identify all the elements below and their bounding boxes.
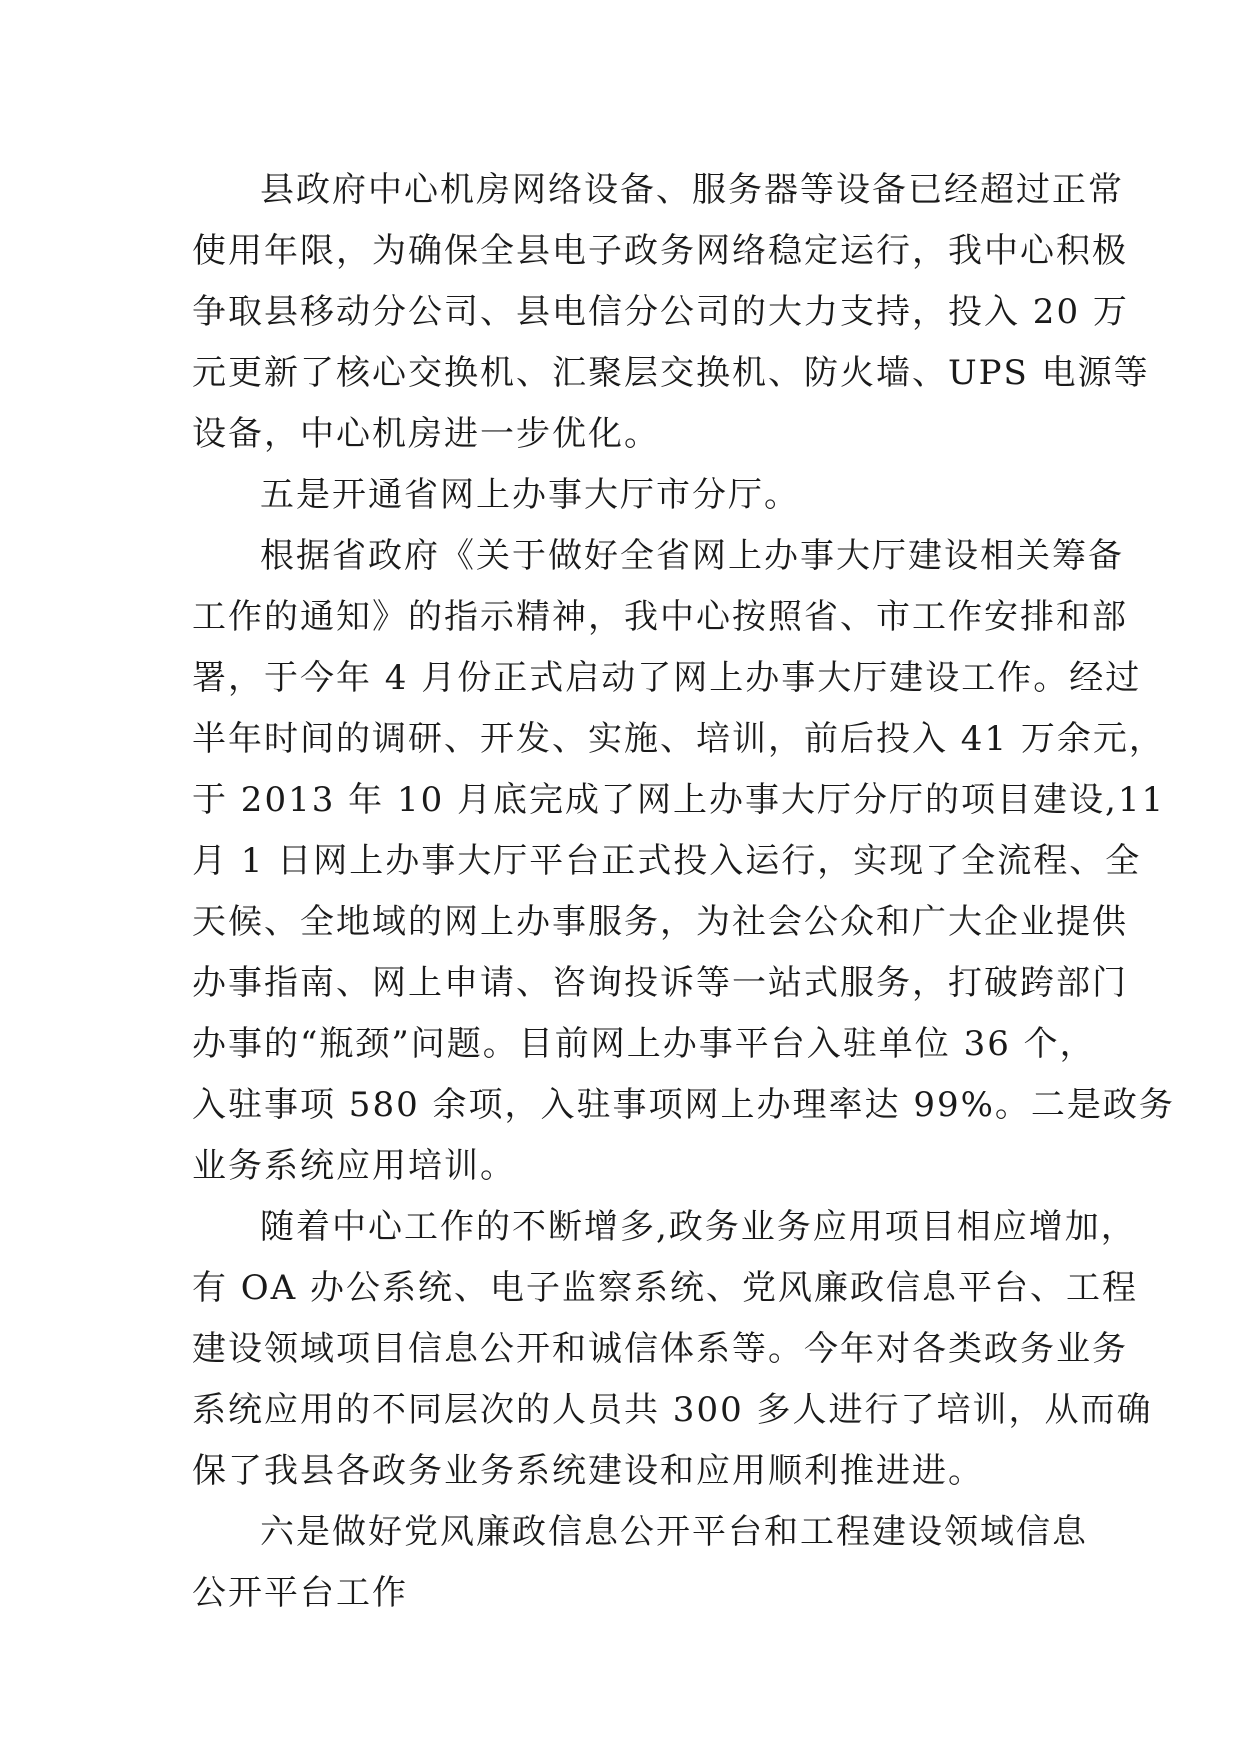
text-line: 设备，中心机房进一步优化。 <box>192 414 660 454</box>
text-line: 争取县移动分公司、县电信分公司的大力支持，投入 20 万 <box>192 292 1129 332</box>
text-line: 有 OA 办公系统、电子监察系统、党风廉政信息平台、工程 <box>192 1268 1139 1308</box>
text-line: 公开平台工作 <box>192 1573 408 1613</box>
text-line: 半年时间的调研、开发、实施、培训，前后投入 41 万余元， <box>192 719 1165 759</box>
document-body <box>192 160 1175 1624</box>
text-line: 保了我县各政务业务系统建设和应用顺利推进进。 <box>192 1451 984 1491</box>
text-line: 业务系统应用培训。 <box>192 1146 516 1186</box>
text-line: 入驻事项 580 余项，入驻事项网上办理率达 99%。二是政务 <box>192 1085 1175 1125</box>
text-line: 办事的“瓶颈”问题。目前网上办事平台入驻单位 36 个， <box>192 1024 1096 1064</box>
text-line: 署，于今年 4 月份正式启动了网上办事大厅建设工作。经过 <box>192 658 1142 698</box>
text-line: 建设领域项目信息公开和诚信体系等。今年对各类政务业务 <box>192 1329 1128 1369</box>
section-heading-six: 六是做好党风廉政信息公开平台和工程建设领域信息 <box>260 1512 1088 1552</box>
text-line: 月 1 日网上办事大厅平台正式投入运行，实现了全流程、全 <box>192 841 1142 881</box>
text-line: 工作的通知》的指示精神，我中心按照省、市工作安排和部 <box>192 597 1128 637</box>
text-line: 天候、全地域的网上办事服务，为社会公众和广大企业提供 <box>192 902 1128 942</box>
text-line: 元更新了核心交换机、汇聚层交换机、防火墙、UPS 电源等 <box>192 353 1150 393</box>
text-line: 县政府中心机房网络设备、服务器等设备已经超过正常 <box>260 170 1124 210</box>
text-line: 办事指南、网上申请、咨询投诉等一站式服务，打破跨部门 <box>192 963 1128 1003</box>
text-line: 系统应用的不同层次的人员共 300 多人进行了培训，从而确 <box>192 1390 1153 1430</box>
text-line: 随着中心工作的不断增多,政务业务应用项目相应增加， <box>260 1207 1137 1247</box>
text-line: 于 2013 年 10 月底完成了网上办事大厅分厅的项目建设,11 <box>192 780 1166 820</box>
section-heading-five: 五是开通省网上办事大厅市分厅。 <box>260 475 800 515</box>
text-line: 根据省政府《关于做好全省网上办事大厅建设相关筹备 <box>260 536 1124 576</box>
text-line: 使用年限，为确保全县电子政务网络稳定运行，我中心积极 <box>192 231 1128 271</box>
